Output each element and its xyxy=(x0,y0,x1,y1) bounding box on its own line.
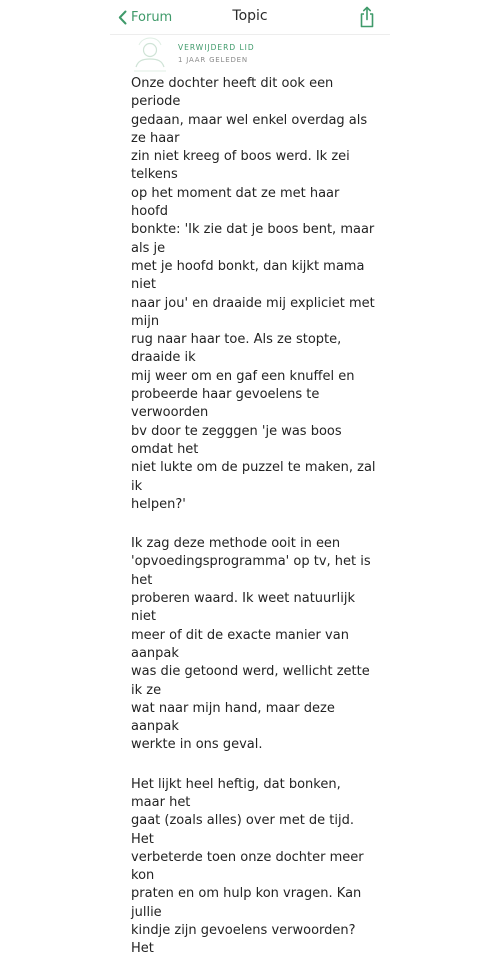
page-title: Topic xyxy=(232,8,268,24)
back-label: Forum xyxy=(131,9,173,25)
app-screen xyxy=(110,0,390,957)
post-paragraph: Het lijkt heel heftig, dat bonken, maar het gaat (zoals alles) over met de tijd. Het verbeterde toen onze dochter meer kon praten en om hulp kon vragen. Kan jullie kindje zijn gevoelens verwoorden? Het xyxy=(131,776,364,957)
post-paragraph: Ik zag deze methode ooit in een 'opvoedingsprogramma' op tv, het is het proberen waard. Ik weet natuurlijk niet meer of dit de exacte manier van aanpak was die getoond werd, wellicht zette ik ze wat naar mijn hand, maar deze aanpak werkte in ons geval. xyxy=(131,536,371,753)
post-author xyxy=(130,37,370,77)
share-button[interactable] xyxy=(358,6,376,28)
post-paragraph: Onze dochter heeft dit ook een periode gedaan, maar wel enkel overdag als ze haar zin niet kreeg of boos werd. Ik zei telkens op het moment dat ze met haar hoofd bonkte: 'Ik zie dat je boos bent, maar als je met je hoofd bonkt, dan kijkt mama niet naar jou' en draaide mij expliciet met mijn rug naar haar toe. Als ze stopte, draaide ik mij weer om en gaf een knuffel en probeerde haar gevoelens te verwoorden bv door te zegggen 'je was boos omdat het niet lukte om de puzzel te maken, zal ik helpen?' xyxy=(131,76,376,512)
post-timestamp: 1 JAAR GELEDEN xyxy=(178,56,248,64)
post-body xyxy=(131,75,377,980)
avatar[interactable] xyxy=(130,37,170,75)
share-icon xyxy=(358,6,376,28)
navigation-bar xyxy=(110,0,390,35)
avatar-placeholder-icon xyxy=(130,37,170,75)
author-name[interactable]: VERWIJDERD LID xyxy=(178,43,255,52)
